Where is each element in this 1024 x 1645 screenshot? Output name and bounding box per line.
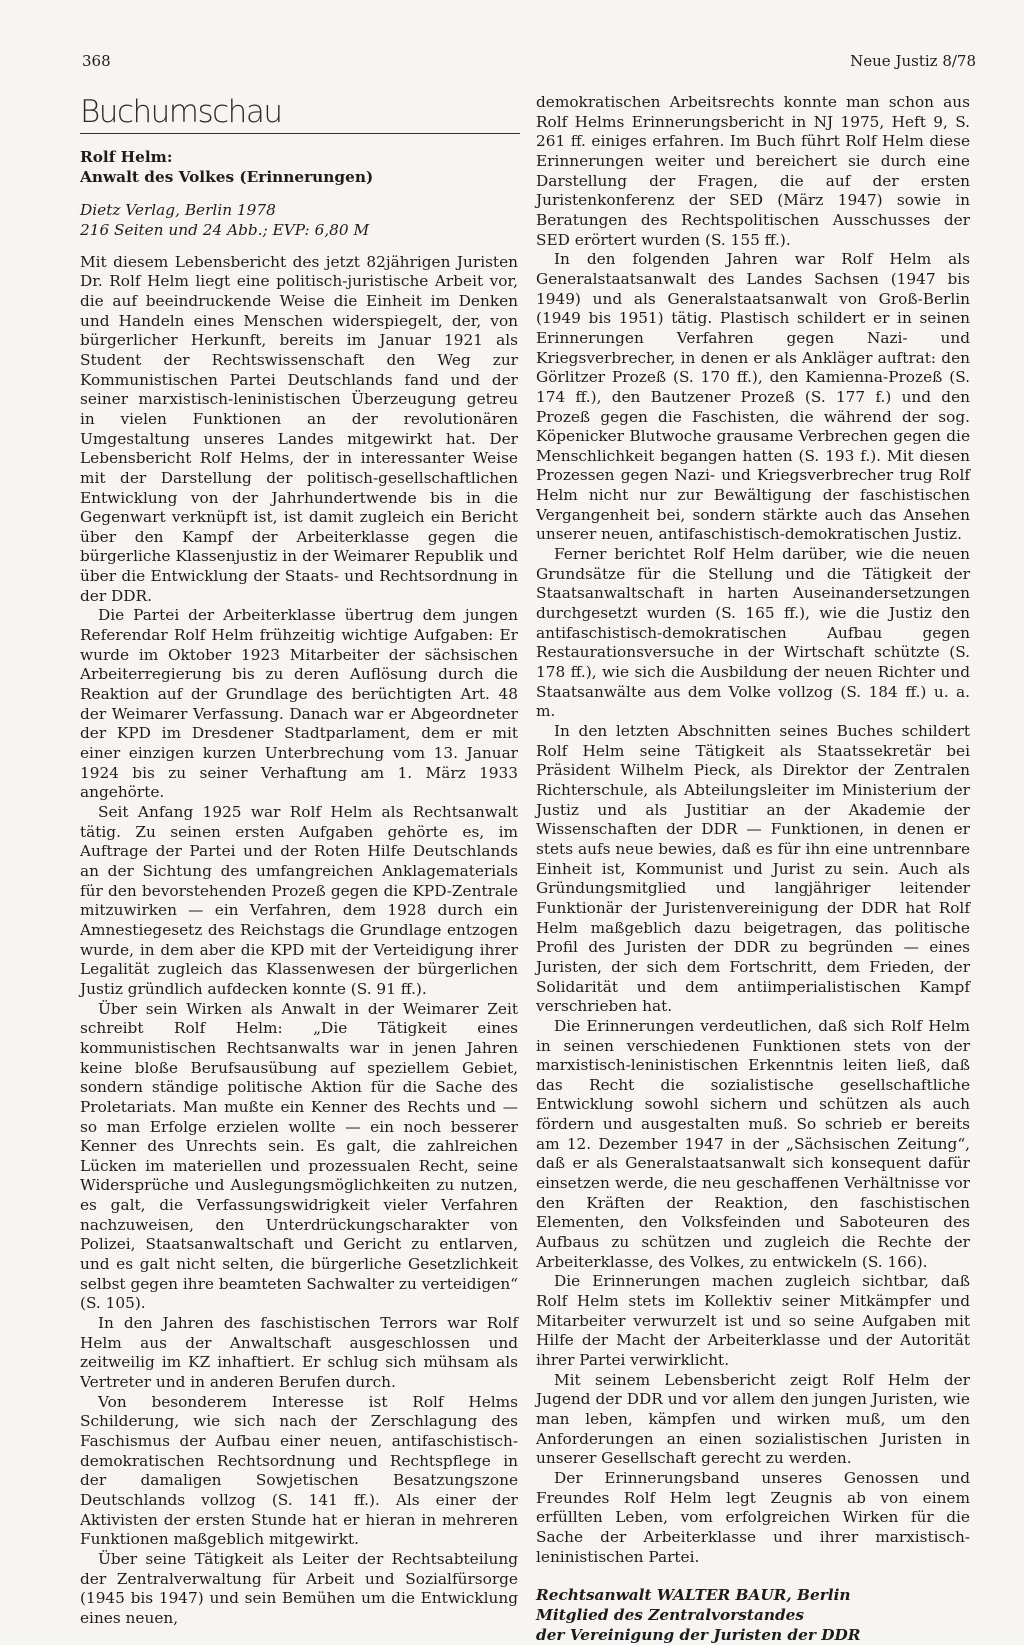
body-paragraph: In den letzten Abschnitten seines Buches schildert Rolf Helm seine Tätigkeit als Staatssekretär bei Präsident Wilhelm Pieck, als Direktor der Zentralen Richterschule, als Abteilungsleiter im Ministerium der Justiz und als Justitiar an der Akademie der Wissenschaften der DDR — Funktionen, in denen er stets aufs neue bewies, daß es für ihn eine untrennbare Einheit ist, Kommunist und Jurist zu sein. Auch als Gründungsmitglied und langjähriger leitender Funktionär der Juristenvereinigung der DDR hat Rolf Helm maßgeblich dazu beigetragen, das politische Profil des Juristen der DDR zu begründen — eines Juristen, der sich dem Fortschritt, dem Frieden, der Solidarität und dem antiimperialistischen Kampf verschrieben hat. — [536, 722, 970, 1016]
body-paragraph: Ferner berichtet Rolf Helm darüber, wie die neuen Grundsätze für die Stellung und die Tätigkeit der Staatsanwaltschaft in harten Auseinandersetzungen durchgesetzt wurden (S. 165 ff.), wie die Justiz den antifaschistisch-demokratischen Aufbau gegen Restaurationsversuche in der Wirtschaft schützte (S. 178 ff.), wie sich die Ausbildung der neuen Richter und Staatsanwälte aus dem Volke vollzog (S. 184 ff.) u. a. m. — [536, 545, 970, 721]
body-paragraph: Die Erinnerungen machen zugleich sichtbar, daß Rolf Helm stets im Kollektiv seiner Mitkämpfer und Mitarbeiter verwurzelt ist und so seine Aufgaben mit Hilfe der Macht der Arbeiterklasse und der Autorität ihrer Partei verwirklicht. — [536, 1272, 970, 1369]
book-author: Rolf Helm: — [80, 148, 173, 166]
reviewer-organization: der Vereinigung der Juristen der DDR — [536, 1626, 861, 1645]
spacer — [80, 241, 518, 253]
page-number: 368 — [82, 52, 111, 70]
body-paragraph: Von besonderem Interesse ist Rolf Helms Schilderung, wie sich nach der Zerschlagung des Faschismus der Aufbau einer neuen, antifaschistisch-demokratischen Rechtsordnung und Rechtspflege in der damaligen Sowjetischen Besatzungszone Deutschlands vollzog (S. 141 ff.). Als einer der Aktivisten der ersten Stunde hat er hieran in mehreren Funktionen maßgeblich mitgewirkt. — [80, 1392, 518, 1549]
body-paragraph: Über seine Tätigkeit als Leiter der Rechtsabteilung der Zentralverwaltung für Arbeit und Sozialfürsorge (1945 bis 1947) und sein Bemühen um die Entwicklung eines neuen, — [80, 1549, 518, 1627]
book-details: 216 Seiten und 24 Abb.; EVP: 6,80 M — [80, 220, 370, 239]
body-paragraph: Seit Anfang 1925 war Rolf Helm als Rechtsanwalt tätig. Zu seinen ersten Aufgaben gehörte es, im Auftrage der Partei und der Roten Hilfe Deutschlands an der Sichtung des umfangreichen Anklagematerials für den bevorstehenden Prozeß gegen die KPD-Zentrale mitzuwirken — ein Verfahren, dem 1928 durch ein Amnestiegesetz des Reichstags die Grundlage entzogen wurde, in dem aber die KPD mit der Verteidigung ihrer Legalität zugleich das Klassenwesen der bürgerlichen Justiz gründlich aufdecken konnte (S. 91 ff.). — [80, 803, 518, 998]
book-title: Anwalt des Volkes (Erinnerungen) — [80, 167, 374, 186]
body-paragraph: Die Partei der Arbeiterklasse übertrug dem jungen Referendar Rolf Helm frühzeitig wichtige Aufgaben: Er wurde im Oktober 1923 Mitarbeiter der sächsischen Arbeiterregierung bis zu deren Auflösung durch die Reaktion auf der Grundlage des berüchtigten Art. 48 der Weimarer Verfassung. Danach war er Abgeordneter der KPD im Dresdener Stadtparlament, dem er mit einer einzigen kurzen Unterbrechung vom 13. Januar 1924 bis zu seiner Verhaftung am 1. März 1933 angehörte. — [80, 606, 518, 802]
running-head — [82, 52, 976, 74]
left-column — [80, 148, 518, 1629]
body-paragraph: Mit diesem Lebensbericht des jetzt 82jährigen Juristen Dr. Rolf Helm liegt eine politisch-juristische Arbeit vor, die auf beeindruckende Weise die Einheit im Denken und Handeln eines Menschen widerspiegelt, der, von bürgerlicher Herkunft, bereits im Januar 1921 als Student der Rechtswissenschaft den Weg zur Kommunistischen Partei Deutschlands fand und der seiner marxistisch-leninistischen Überzeugung getreu in vielen Funktionen an der revolutionären Umgestaltung unseres Landes mitgewirkt hat. Der Lebensbericht Rolf Helms, der in interessanter Weise mit der Darstellung der politisch-gesellschaftlichen Entwicklung von der Jahrhundertwende bis in die Gegenwart verknüpft ist, ist damit zugleich ein Bericht über den Kampf der Arbeiterklasse gegen die bürgerliche Klassenjustiz in der Weimarer Republik und über die Entwicklung der Staats- und Rechtsordnung in der DDR. — [80, 252, 518, 605]
body-paragraph: Über sein Wirken als Anwalt in der Weimarer Zeit schreibt Rolf Helm: „Die Tätigkeit eines kommunistischen Rechtsanwalts war in jenen Jahren keine bloße Berufsausübung auf speziellem Gebiet, sondern ständige politische Aktion für die Sache des Proletariats. Man mußte ein Kenner des Rechts und — so man Erfolge erzielen wollte — ein noch besserer Kenner des Unrechts sein. Es galt, die zahlreichen Lücken im materiellen und prozessualen Recht, seine Widersprüche und Auslegungsmöglichkeiten zu nutzen, es galt, die Verfassungswidrigkeit vieler Verfahren nachzuweisen, den Unterdrückungscharakter von Polizei, Staatsanwaltschaft und Gericht zu entlarven, und es galt nicht selten, die bürgerliche Gesetzlichkeit selbst gegen ihre beamteten Sachwalter zu verteidigen“ (S. 105). — [80, 999, 518, 1313]
reviewer-name: Rechtsanwalt WALTER BAUR, Berlin — [536, 1586, 851, 1605]
body-paragraph: Die Erinnerungen verdeutlichen, daß sich Rolf Helm in seinen verschiedenen Funktionen stets von der marxistisch-leninistischen Erkenntnis leiten ließ, daß das Recht die sozialistische gesellschaftliche Entwicklung sowohl sichern und schützen als auch fördern und ausgestalten muß. So schrieb er bereits am 12. Dezember 1947 in der „Sächsischen Zeitung“, daß er als Generalstaatsanwalt sich konsequent dafür einsetzen werde, die neu geschaffenen Verhältnisse vor den Kräften der Reaktion, den faschistischen Elementen, den Volksfeinden und Saboteuren des Aufbaus zu schützen und zugleich die Rechte der Arbeiterklasse, des Volkes, zu entwickeln (S. 166). — [536, 1016, 970, 1271]
right-column — [536, 93, 970, 1645]
body-paragraph: demokratischen Arbeitsrechts konnte man schon aus Rolf Helms Erinnerungsbericht in NJ 1975, Heft 9, S. 261 ff. einiges erfahren. Im Buch führt Rolf Helm diese Erinnerungen weiter und bereichert sie durch eine Darstellung der Fragen, die auf der ersten Juristenkonferenz der SED (März 1947) sowie in Beratungen des Rechtspolitischen Ausschusses der SED erörtert wurden (S. 155 ff.). — [536, 93, 970, 249]
section-title: Buchumschau — [80, 94, 282, 130]
book-publisher: Dietz Verlag, Berlin 1978 — [80, 201, 276, 220]
body-paragraph: In den folgenden Jahren war Rolf Helm als Generalstaatsanwalt des Landes Sachsen (1947 bis 1949) und als Generalstaatsanwalt von Groß-Berlin (1949 bis 1951) tätig. Plastisch schildert er in seinen Erinnerungen Verfahren gegen Nazi- und Kriegsverbrecher, in denen er als Ankläger auftrat: den Görlitzer Prozeß (S. 170 ff.), den Kamienna-Prozeß (S. 174 ff.), den Bautzener Prozeß (S. 177 f.) und den Prozeß gegen die Faschisten, die während der sog. Köpenicker Blutwoche grausame Verbrechen gegen die Menschlichkeit begangen hatten (S. 193 f.). Mit diesen Prozessen gegen Nazi- und Kriegsverbrecher trug Rolf Helm nicht nur zur Bewältigung der faschistischen Vergangenheit bei, sondern stärkte auch das Ansehen unserer neuen, antifaschistisch-demokratischen Justiz. — [536, 250, 970, 544]
journal-reference: Neue Justiz 8/78 — [850, 52, 976, 70]
body-paragraph: In den Jahren des faschistischen Terrors war Rolf Helm aus der Anwaltschaft ausgeschlossen und zeitweilig im KZ inhaftiert. Er schlug sich mühsam als Vertreter und in anderen Berufen durch. — [80, 1314, 518, 1392]
reviewer-affiliation: Mitglied des Zentralvorstandes — [536, 1606, 805, 1625]
reviewer-signature — [536, 1585, 970, 1645]
body-paragraph: Mit seinem Lebensbericht zeigt Rolf Helm der Jugend der DDR und vor allem den jungen Juristen, wie man leben, kämpfen und wirken muß, um den Anforderungen an einen sozialistischen Juristen in unserer Gesellschaft gerecht zu werden. — [536, 1370, 970, 1468]
section-rule — [80, 133, 520, 134]
body-paragraph: Der Erinnerungsband unseres Genossen und Freundes Rolf Helm legt Zeugnis ab von einem erfüllten Leben, vom erfolgreichen Wirken für die Sache der Arbeiterklasse und ihrer marxistisch-leninistischen Partei. — [536, 1468, 970, 1566]
